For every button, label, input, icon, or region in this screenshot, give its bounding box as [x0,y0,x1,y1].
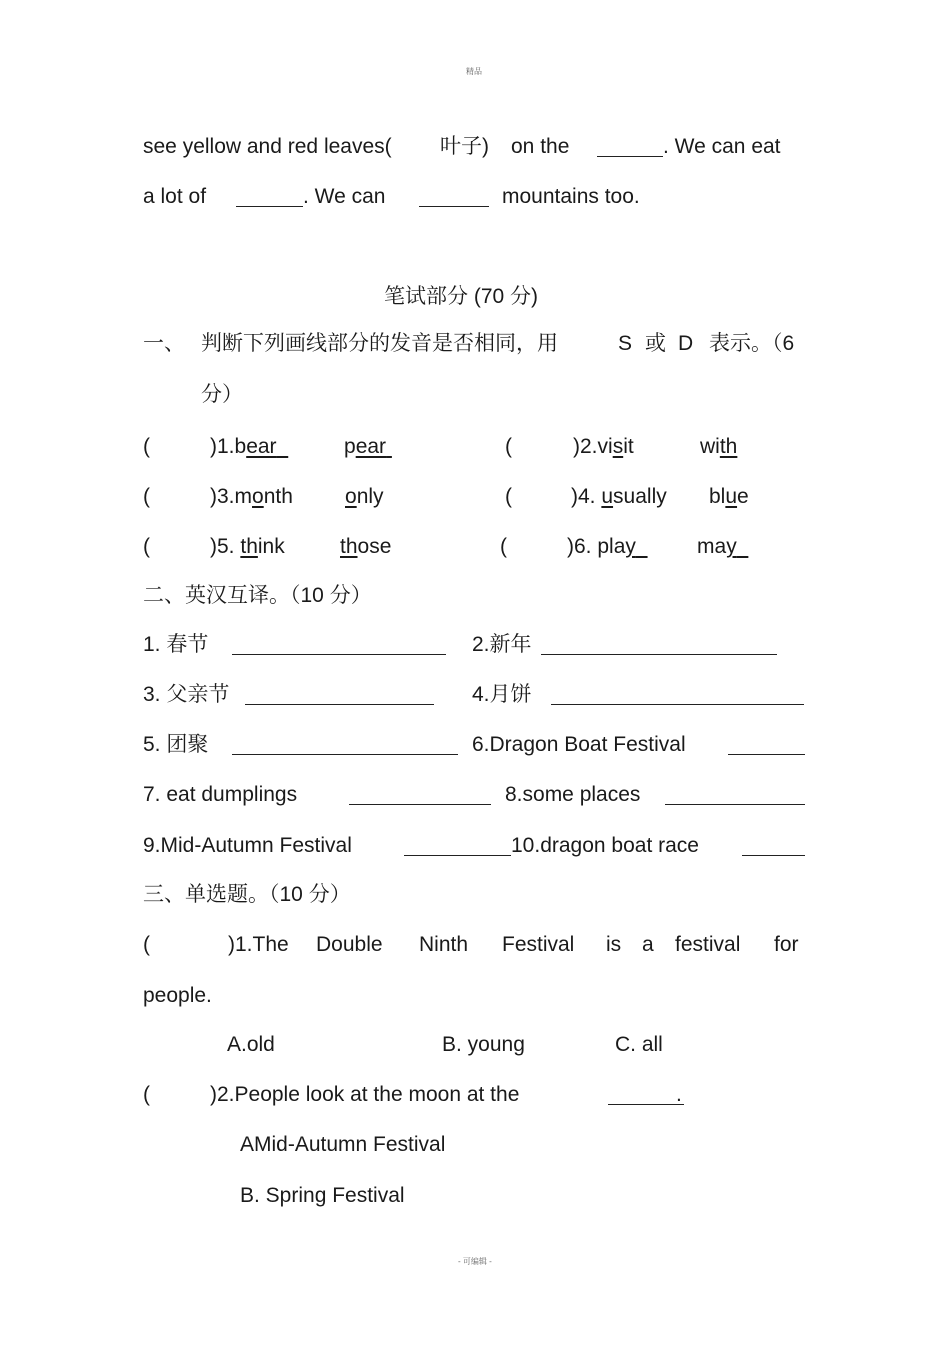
translation-item: 7. eat dumplings [143,783,298,806]
answer-paren: ( [143,933,150,956]
question-word: Double [316,933,383,956]
question-word: Festival [502,933,575,956]
section-title: S [618,332,633,355]
question-word: )1.The [228,933,289,956]
answer-line[interactable] [551,704,804,705]
section-title: 判断下列画线部分的发音是否相同，用 [201,332,558,355]
question-word: festival [675,933,741,956]
translation-item: 8.some places [505,783,641,806]
header-mark: 精品 [466,67,482,76]
translation-item: 2.新年 [472,633,532,656]
answer-line[interactable] [541,654,777,655]
answer-paren: ( [143,1083,150,1106]
answer-line[interactable] [404,855,511,856]
intro-text: . We can [303,185,386,208]
translation-item: 1. 春节 [143,633,209,656]
section-title: D [678,332,694,355]
answer-paren: ( [505,435,512,458]
question-word: is [606,933,622,956]
answer-paren: ( [143,535,150,558]
translation-item: 6.Dragon Boat Festival [472,733,686,756]
question-text: people. [143,984,212,1007]
phonics-word: with [700,435,738,458]
answer-line[interactable] [245,704,434,705]
translation-item: 9.Mid-Autumn Festival [143,834,352,857]
phonics-item: )5. think [210,535,285,558]
intro-text: see yellow and red leaves( [143,135,392,158]
answer-paren: ( [505,485,512,508]
section-title: 或 [645,332,666,355]
question-text: . [676,1083,682,1106]
phonics-word: only [345,485,384,508]
question-word: for [774,933,799,956]
option-a: A.old [227,1033,275,1056]
intro-text: a lot of [143,185,207,208]
translation-item: 10.dragon boat race [511,834,699,857]
question-word: Ninth [419,933,469,956]
intro-text: mountains too. [502,185,640,208]
answer-line[interactable] [728,754,805,755]
footer-mark: - 可编辑 - [458,1257,492,1266]
answer-paren: ( [143,485,150,508]
phonics-item: )3.month [210,485,293,508]
phonics-word: may [697,535,737,558]
intro-text: . We can eat [663,135,781,158]
answer-line[interactable] [742,855,805,856]
phonics-item: )1.bear [210,435,277,458]
phonics-item: )2.visit [573,435,634,458]
option-c: C. all [615,1033,663,1056]
answer-paren: ( [500,535,507,558]
question-text: )2.People look at the moon at the [210,1083,520,1106]
translation-item: 3. 父亲节 [143,683,230,706]
phonics-item: )4. usually [571,485,667,508]
intro-text: on the [511,135,570,158]
option-b: B. young [442,1033,525,1056]
blank-line [597,156,663,157]
answer-line[interactable] [232,654,446,655]
section-heading: 笔试部分 (70 分) [384,285,539,308]
section-title: 三、单选题。（10 分） [143,883,351,906]
section-title: 表示。（6 [709,332,795,355]
phonics-word: those [340,535,392,558]
translation-item: 4.月饼 [472,683,532,706]
intro-text: 叶子) [440,135,489,158]
section-title: 二、英汉互译。（10 分） [143,584,372,607]
section-number: 一、 [143,332,185,355]
translation-item: 5. 团聚 [143,733,209,756]
phonics-word: blue [709,485,749,508]
phonics-word: pear [344,435,387,458]
blank-line [236,206,303,207]
phonics-item: )6. play [567,535,636,558]
answer-line[interactable] [232,754,458,755]
question-word: a [642,933,654,956]
option-a: AMid-Autumn Festival [240,1133,446,1156]
answer-line[interactable] [349,804,491,805]
section-title: 分） [201,383,243,406]
option-b: B. Spring Festival [240,1184,405,1207]
answer-line[interactable] [665,804,805,805]
answer-paren: ( [143,435,150,458]
blank-line [608,1104,684,1105]
blank-line [419,206,489,207]
